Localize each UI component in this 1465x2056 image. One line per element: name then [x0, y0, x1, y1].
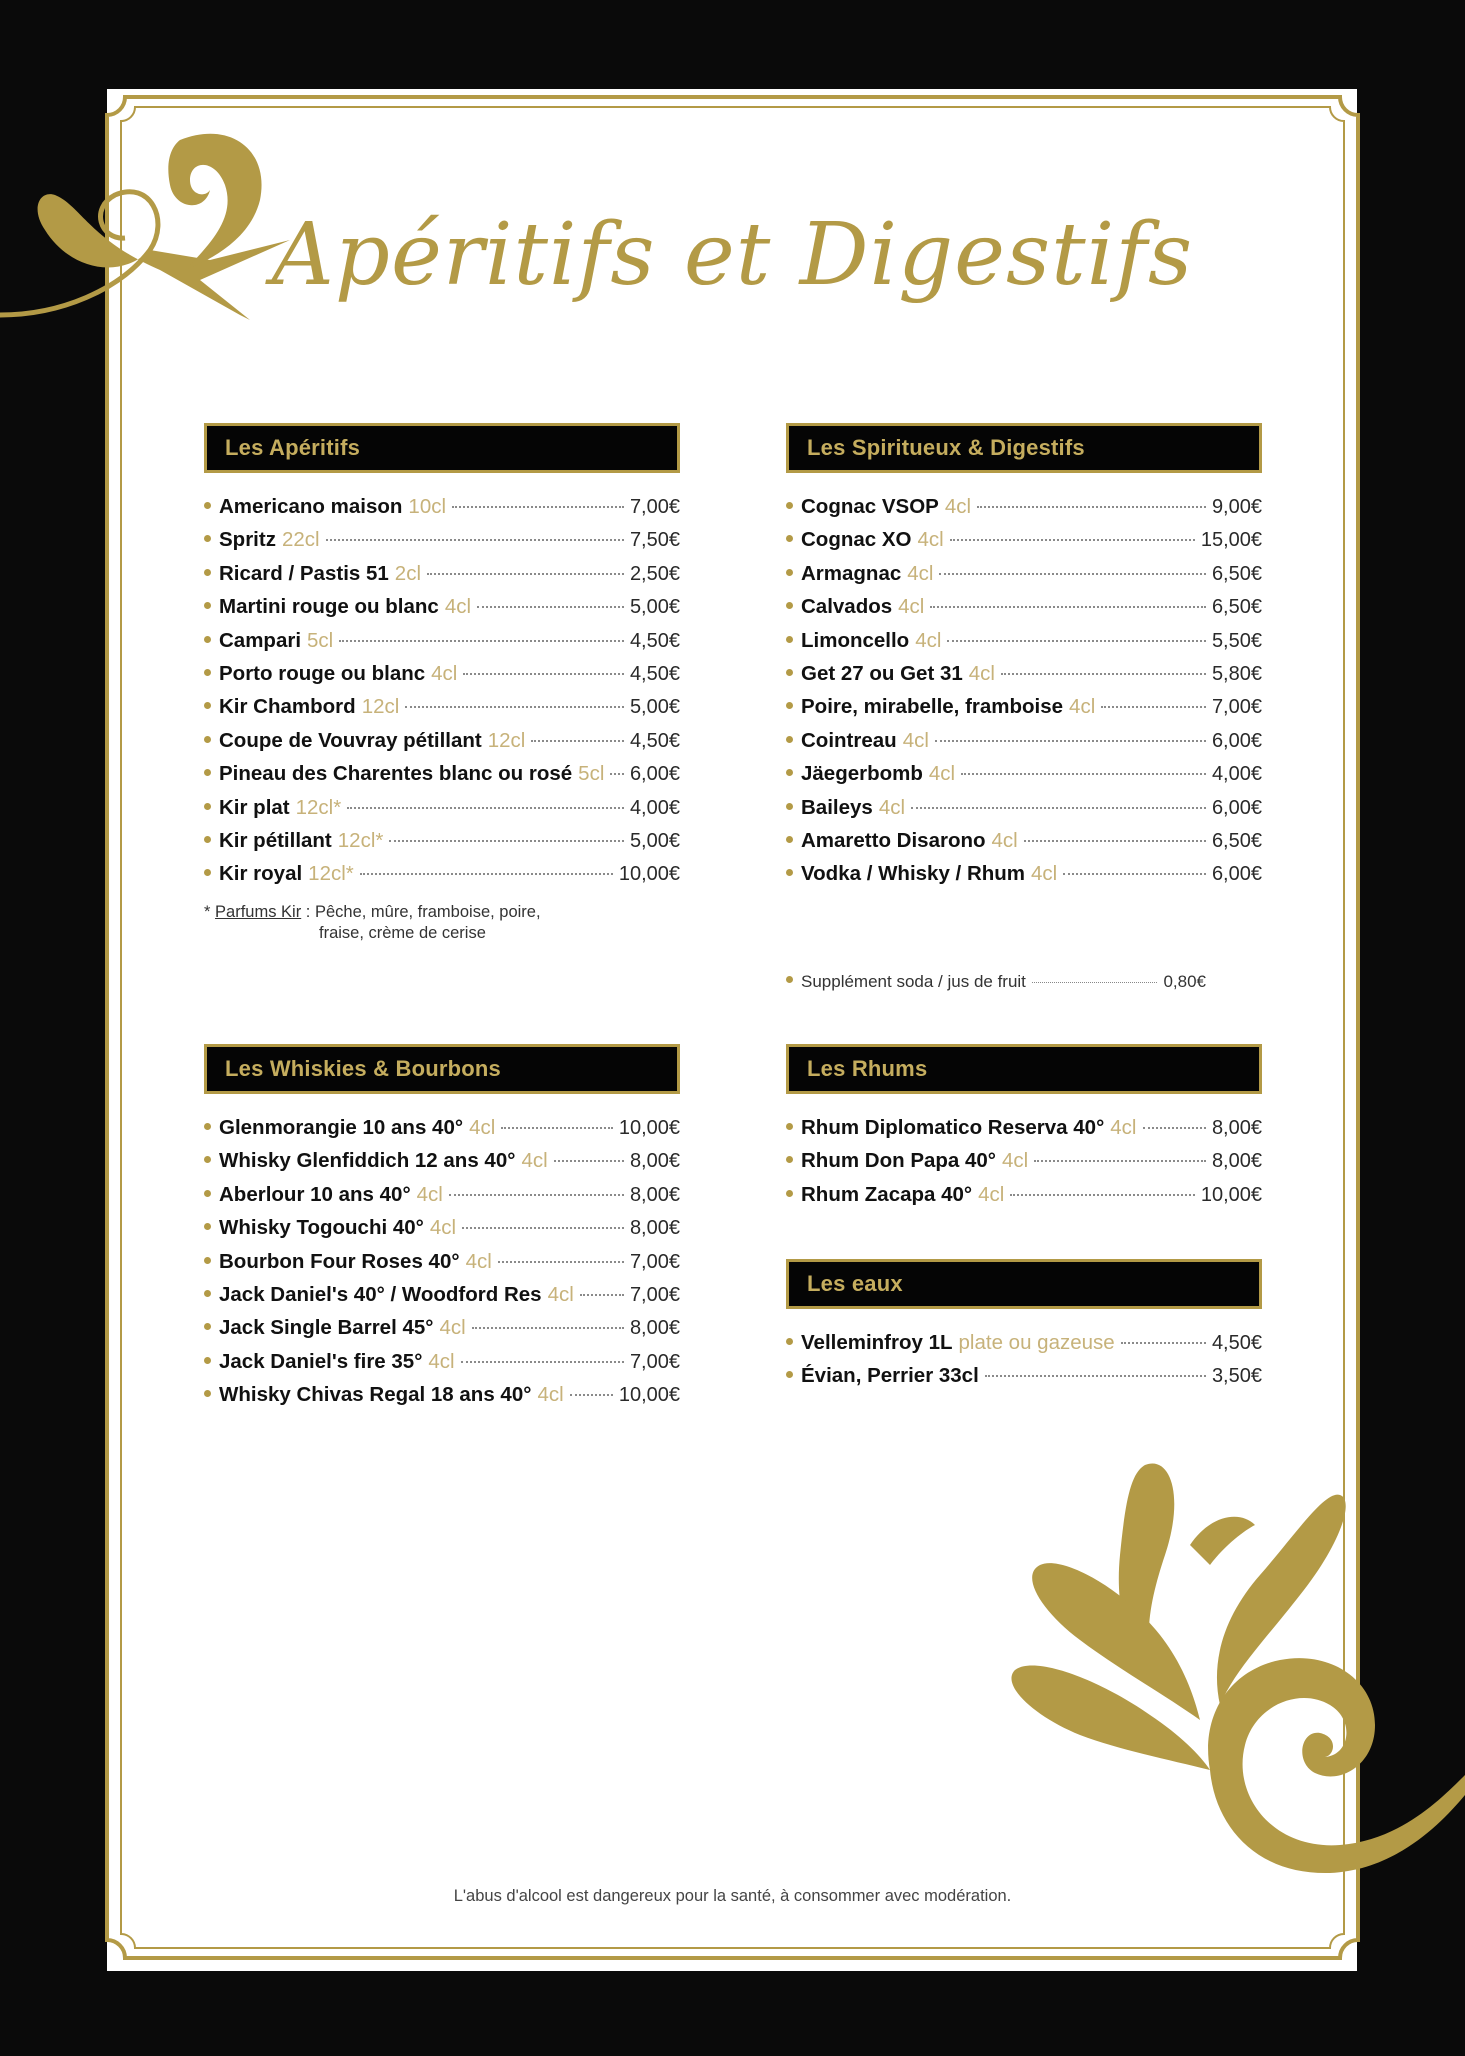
health-warning: L'abus d'alcool est dangereux pour la santé, à consommer avec modération.: [453, 1887, 1012, 1905]
item-name: Rhum Don Papa 40°: [801, 1149, 997, 1173]
bullet-icon: [204, 502, 211, 509]
menu-item: [204, 796, 680, 829]
menu-item: [786, 1183, 1262, 1216]
bullet-icon: [204, 535, 211, 542]
menu-item: [786, 595, 1262, 628]
item-volume: plate ou gazeuse: [958, 1331, 1115, 1354]
dot-leader: [1034, 1160, 1206, 1162]
dot-leader: [610, 773, 624, 775]
item-price: 8,00€: [629, 1217, 680, 1240]
menu-item: [204, 1149, 680, 1182]
item-price: 10,00€: [618, 1384, 680, 1407]
item-name: Jack Daniel's 40° / Woodford Res: [219, 1282, 542, 1306]
dot-leader: [462, 1227, 624, 1229]
bullet-icon: [786, 803, 793, 810]
item-volume: 12cl*: [308, 862, 354, 886]
item-name: Jäegerbomb: [801, 762, 923, 786]
bullet-icon: [204, 1156, 211, 1163]
item-volume: 4cl: [537, 1383, 564, 1407]
item-name: Glenmorangie 10 ans 40°: [219, 1116, 464, 1139]
menu-item: [204, 729, 680, 762]
item-name: Baileys: [801, 795, 873, 819]
menu-item: [204, 862, 680, 895]
flourish-ornament-bottom-right: [1010, 1455, 1465, 1885]
eaux-heading: Les eaux: [786, 1259, 1262, 1309]
item-price: 2,50€: [629, 562, 680, 585]
whiskies-heading: Les Whiskies & Bourbons: [204, 1044, 680, 1094]
menu-item: [204, 528, 680, 561]
bullet-icon: [786, 836, 793, 843]
item-volume: 4cl: [902, 728, 929, 752]
item-price: 6,50€: [1211, 596, 1262, 619]
item-name: Rhum Diplomatico Reserva 40°: [801, 1116, 1105, 1139]
item-volume: 4cl: [429, 1216, 457, 1240]
bullet-icon: [786, 535, 793, 542]
item-name: Velleminfroy 1L: [801, 1331, 953, 1354]
dot-leader: [950, 539, 1195, 541]
item-volume: 12cl*: [337, 828, 384, 852]
item-price: 5,50€: [1211, 629, 1262, 652]
item-volume: 4cl: [428, 1349, 455, 1373]
item-name: Whisky Togouchi 40°: [219, 1216, 424, 1240]
item-name: Pineau des Charentes blanc ou rosé: [219, 762, 573, 786]
menu-item: [204, 629, 680, 662]
item-volume: 5cl: [578, 762, 605, 786]
item-price: 3,50€: [1211, 1365, 1262, 1388]
bullet-icon: [786, 702, 793, 709]
dot-leader: [947, 640, 1206, 642]
menu-item: [204, 1316, 680, 1349]
item-volume: 4cl: [917, 528, 944, 552]
menu-item: [204, 829, 680, 862]
item-volume: 12cl*: [295, 795, 342, 819]
item-price: 7,00€: [629, 1350, 680, 1373]
bullet-icon: [204, 1290, 211, 1297]
menu-item: [204, 495, 680, 528]
bullet-icon: [786, 636, 793, 643]
dot-leader: [580, 1294, 624, 1296]
item-name: Cointreau: [801, 728, 897, 752]
menu-item: [786, 662, 1262, 695]
item-price: 7,00€: [629, 496, 680, 518]
spiritueux-list: [786, 495, 1262, 896]
item-volume: 4cl: [907, 561, 934, 585]
dot-leader: [389, 840, 624, 842]
bullet-icon: [786, 736, 793, 743]
menu-item: [786, 629, 1262, 662]
bullet-icon: [204, 1190, 211, 1197]
item-volume: 5cl: [307, 628, 334, 652]
eaux-section: [786, 1259, 1262, 1398]
menu-item: [786, 796, 1262, 829]
item-price: 8,00€: [629, 1150, 680, 1173]
eaux-list: [786, 1331, 1262, 1398]
dot-leader: [1010, 1194, 1194, 1196]
rhums-section: [786, 1044, 1262, 1216]
page-title: Apéritifs et Digestifs: [271, 205, 1194, 305]
item-price: 5,00€: [629, 596, 680, 619]
item-volume: 4cl: [1069, 695, 1096, 719]
item-price: 10,00€: [1200, 1183, 1262, 1206]
menu-item: [204, 695, 680, 728]
bullet-icon: [204, 836, 211, 843]
dot-leader: [1001, 673, 1206, 675]
item-volume: 12cl: [487, 728, 526, 752]
item-price: 7,00€: [629, 1283, 680, 1306]
dot-leader: [911, 807, 1206, 809]
dot-leader: [1063, 873, 1206, 875]
item-name: Coupe de Vouvray pétillant: [219, 728, 482, 752]
item-volume: 4cl: [898, 595, 925, 619]
menu-item: [786, 1116, 1262, 1149]
item-price: 6,00€: [1211, 796, 1262, 819]
bullet-icon: [204, 869, 211, 876]
item-volume: 4cl: [968, 661, 995, 685]
dot-leader: [498, 1261, 624, 1263]
item-price: 4,50€: [629, 629, 680, 652]
dot-leader: [477, 606, 624, 608]
dot-leader: [1101, 706, 1206, 708]
bullet-icon: [204, 1323, 211, 1330]
menu-item: [204, 1250, 680, 1283]
dot-leader: [531, 740, 624, 742]
dot-leader: [326, 539, 624, 541]
item-name: Spritz: [219, 528, 276, 552]
item-volume: 10cl: [408, 495, 447, 518]
item-name: Évian, Perrier 33cl: [801, 1364, 979, 1388]
dot-leader: [935, 740, 1206, 742]
dot-leader: [554, 1160, 624, 1162]
dot-leader: [939, 573, 1205, 575]
item-price: 7,50€: [629, 529, 680, 552]
item-name: Americano maison: [219, 495, 403, 518]
dot-leader: [427, 573, 624, 575]
menu-item: [204, 1116, 680, 1149]
dot-leader: [339, 640, 624, 642]
kir-flavours-label: Parfums Kir: [215, 902, 302, 921]
bullet-icon: [786, 976, 793, 983]
aperitifs-section: [204, 423, 680, 944]
item-name: Vodka / Whisky / Rhum: [801, 862, 1026, 886]
item-volume: 4cl: [1110, 1116, 1137, 1139]
bullet-icon: [786, 1156, 793, 1163]
dot-leader: [461, 1361, 624, 1363]
menu-item: [786, 1364, 1262, 1397]
menu-item: [786, 862, 1262, 895]
bullet-icon: [786, 1123, 793, 1130]
dot-leader: [985, 1375, 1206, 1377]
item-volume: 4cl: [1002, 1149, 1029, 1173]
bullet-icon: [204, 636, 211, 643]
whiskies-list: [204, 1116, 680, 1417]
dot-leader: [449, 1194, 624, 1196]
item-volume: 4cl: [439, 1316, 466, 1340]
item-name: Jack Single Barrel 45°: [219, 1316, 434, 1340]
bullet-icon: [204, 1390, 211, 1397]
bullet-icon: [204, 1223, 211, 1230]
item-volume: 4cl: [469, 1116, 496, 1139]
item-price: 4,00€: [629, 796, 680, 819]
spiritueux-heading: Les Spiritueux & Digestifs: [786, 423, 1262, 473]
item-price: 4,50€: [629, 729, 680, 752]
item-price: 6,50€: [1211, 562, 1262, 585]
item-name: Cognac VSOP: [801, 495, 939, 518]
bullet-icon: [204, 702, 211, 709]
item-name: Calvados: [801, 595, 893, 619]
item-price: 5,00€: [629, 829, 680, 852]
bullet-icon: [204, 1123, 211, 1130]
item-name: Whisky Chivas Regal 18 ans 40°: [219, 1383, 532, 1407]
aperitifs-list: [204, 495, 680, 896]
dot-leader: [472, 1327, 624, 1329]
spiritueux-section: [786, 423, 1262, 992]
item-name: Armagnac: [801, 561, 902, 585]
menu-item: [786, 1149, 1262, 1182]
dot-leader: [977, 506, 1206, 508]
item-price: 6,00€: [629, 763, 680, 786]
bullet-icon: [786, 1338, 793, 1345]
dot-leader: [1143, 1127, 1206, 1129]
item-volume: 4cl: [944, 495, 972, 518]
item-name: Martini rouge ou blanc: [219, 595, 439, 619]
menu-item: [786, 562, 1262, 595]
dot-leader: [930, 606, 1206, 608]
item-volume: 4cl: [431, 661, 458, 685]
bullet-icon: [204, 1357, 211, 1364]
item-volume: 4cl: [547, 1282, 574, 1306]
item-volume: 4cl: [878, 795, 906, 819]
menu-item: [786, 729, 1262, 762]
item-price: 6,50€: [1211, 829, 1262, 852]
menu-item: [204, 762, 680, 795]
bullet-icon: [786, 769, 793, 776]
item-name: Cognac XO: [801, 528, 912, 552]
item-volume: 12cl: [361, 695, 400, 719]
bullet-icon: [204, 803, 211, 810]
item-name: Campari: [219, 628, 302, 652]
item-name: Aberlour 10 ans 40°: [219, 1182, 411, 1206]
kir-flavours-note: * Parfums Kir : Pêche, mûre, framboise, poire, fraise, crème de cerise: [204, 902, 541, 942]
item-price: 7,00€: [1211, 696, 1262, 719]
bullet-icon: [204, 602, 211, 609]
bullet-icon: [786, 502, 793, 509]
menu-item: [204, 562, 680, 595]
dot-leader: [347, 807, 624, 809]
menu-item: [204, 1216, 680, 1249]
item-volume: 4cl: [416, 1182, 443, 1206]
item-price: 15,00€: [1200, 529, 1262, 552]
whiskies-section: [204, 1044, 680, 1417]
item-volume: 4cl: [1031, 862, 1058, 886]
menu-item: [204, 1283, 680, 1316]
dot-leader: [570, 1394, 613, 1396]
menu-item: [786, 495, 1262, 528]
dot-leader: [1121, 1342, 1206, 1344]
dot-leader: [961, 773, 1206, 775]
item-volume: 4cl: [465, 1249, 492, 1273]
menu-item: [786, 829, 1262, 862]
bullet-icon: [786, 669, 793, 676]
item-volume: 4cl: [978, 1182, 1005, 1206]
item-price: 5,00€: [629, 696, 680, 719]
item-volume: 4cl: [915, 628, 942, 652]
item-price: 4,50€: [1211, 1332, 1262, 1354]
menu-item: [786, 528, 1262, 561]
item-price: 8,00€: [1211, 1117, 1262, 1139]
menu-item: [204, 1183, 680, 1216]
bullet-icon: [204, 1257, 211, 1264]
item-price: 9,00€: [1211, 496, 1262, 518]
item-volume: 4cl: [928, 762, 956, 786]
item-name: Ricard / Pastis 51: [219, 561, 389, 585]
item-name: Poire, mirabelle, framboise: [801, 695, 1064, 719]
aperitifs-heading: Les Apéritifs: [204, 423, 680, 473]
item-name: Kir plat: [219, 795, 290, 819]
menu-item: [786, 762, 1262, 795]
item-price: 4,00€: [1211, 763, 1262, 786]
bullet-icon: [204, 669, 211, 676]
item-price: 10,00€: [618, 863, 680, 886]
rhums-heading: Les Rhums: [786, 1044, 1262, 1094]
item-name: Kir royal: [219, 862, 303, 886]
dot-leader: [405, 706, 624, 708]
dot-leader: [1024, 840, 1206, 842]
item-name: Jack Daniel's fire 35°: [219, 1349, 423, 1373]
bullet-icon: [786, 1190, 793, 1197]
menu-item: [204, 595, 680, 628]
dot-leader: [452, 506, 624, 508]
item-name: Kir pétillant: [219, 828, 332, 852]
item-price: 10,00€: [618, 1117, 680, 1139]
item-name: Amaretto Disarono: [801, 828, 986, 852]
bullet-icon: [786, 869, 793, 876]
item-volume: 4cl: [521, 1149, 548, 1173]
item-name: Porto rouge ou blanc: [219, 661, 426, 685]
menu-item: [786, 695, 1262, 728]
bullet-icon: [786, 602, 793, 609]
item-volume: 2cl: [394, 561, 422, 585]
item-name: Kir Chambord: [219, 695, 356, 719]
item-price: 7,00€: [629, 1250, 680, 1273]
item-volume: 22cl: [281, 528, 320, 552]
menu-item: [204, 1350, 680, 1383]
bullet-icon: [786, 1371, 793, 1378]
supplement-line: Supplément soda / jus de fruit 0,80€: [786, 972, 1206, 992]
rhums-list: [786, 1116, 1262, 1216]
item-name: Get 27 ou Get 31: [801, 661, 963, 685]
item-price: 6,00€: [1211, 863, 1262, 886]
item-price: 8,00€: [1211, 1150, 1262, 1173]
item-price: 5,80€: [1211, 662, 1262, 685]
menu-item: [786, 1331, 1262, 1364]
item-price: 6,00€: [1211, 729, 1262, 752]
bullet-icon: [204, 569, 211, 576]
item-volume: 4cl: [444, 595, 472, 619]
item-price: 8,00€: [629, 1317, 680, 1340]
bullet-icon: [204, 736, 211, 743]
item-name: Limoncello: [801, 628, 910, 652]
item-volume: 4cl: [991, 828, 1018, 852]
menu-item: [204, 662, 680, 695]
dot-leader: [360, 873, 613, 875]
dot-leader: [463, 673, 624, 675]
bullet-icon: [786, 569, 793, 576]
bullet-icon: [204, 769, 211, 776]
item-price: 4,50€: [629, 662, 680, 685]
dot-leader: [501, 1127, 613, 1129]
item-name: Rhum Zacapa 40°: [801, 1182, 973, 1206]
item-name: Bourbon Four Roses 40°: [219, 1249, 460, 1273]
menu-item: [204, 1383, 680, 1416]
item-price: 8,00€: [629, 1183, 680, 1206]
item-name: Whisky Glenfiddich 12 ans 40°: [219, 1149, 516, 1173]
